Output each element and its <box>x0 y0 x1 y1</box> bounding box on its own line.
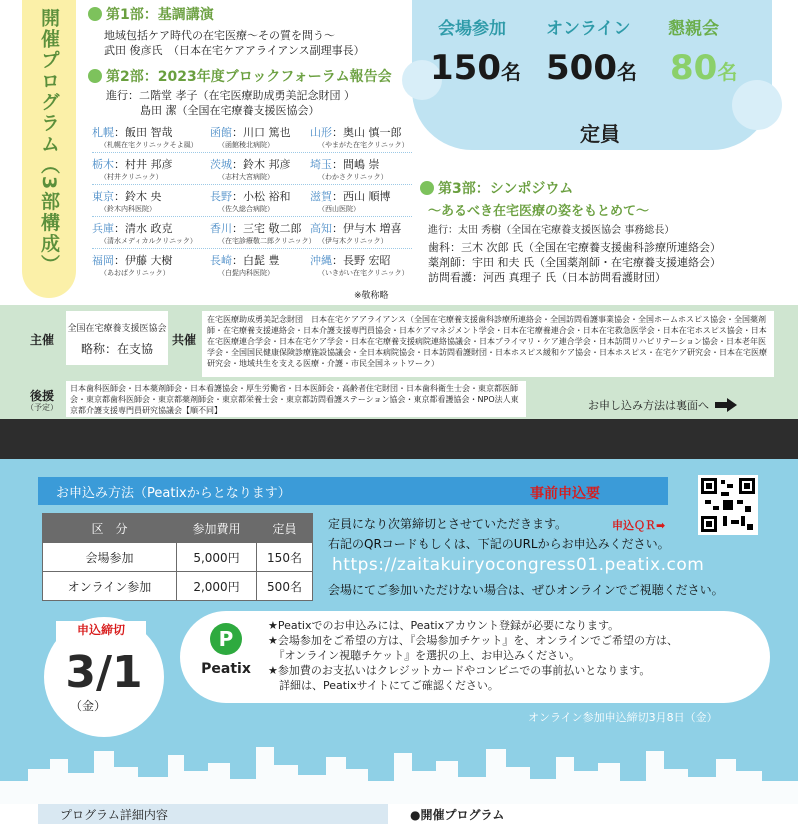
venue-capacity-label: 会場参加 <box>438 19 506 39</box>
host-name: 全国在宅療養支援医協会 <box>67 324 167 334</box>
report-row-2: 栃木：村井 邦彦 （村井クリニック） 茨城：鈴木 邦彦 （志村大宮病院） 埼玉：間嶋 崇 （わかさクリニック） <box>92 158 388 181</box>
arrow-right-icon <box>715 398 737 412</box>
deadline-label: 申込締切 <box>56 621 146 641</box>
part2-line1: 進行：二階堂 孝子（在宅医療助成勇美記念財団 ） <box>106 89 355 102</box>
report-row-1: 札幌：飯田 智哉 （札幌在宅クリニックそよ風） 函館：川口 篤也 （函館稜北病院） 山形：奥山 慎一郎 （やまがた在宅クリニック） <box>92 126 409 149</box>
deadline-date: 3/1 <box>65 647 143 698</box>
registration-url[interactable]: https://zaitakuiryocongress01.peatix.com <box>332 555 705 575</box>
qr-code[interactable] <box>698 475 758 535</box>
support-label: 後援 <box>30 389 55 403</box>
support-sub: （予定） <box>26 403 58 412</box>
table-cell: 5,000円 <box>177 543 257 572</box>
capacity-title: 定員 <box>580 122 620 146</box>
table-header: 区 分 <box>43 514 177 543</box>
online-capacity-number: 500名 <box>546 48 637 88</box>
host-box <box>66 311 168 365</box>
deadline-weekday: （金） <box>70 699 107 713</box>
host-label: 主催 <box>30 333 55 347</box>
part3-moderator: 進行：太田 秀樹（全国在宅療養支援医協会 事務総長） <box>428 225 675 236</box>
bullet-dot-icon <box>88 7 102 21</box>
part1-block <box>88 4 365 58</box>
online-deadline: オンライン参加申込締切3月8日（金） <box>528 711 718 724</box>
part1-line2: 武田 俊彦氏 （日本在宅ケアアライアンス副理事長） <box>104 44 365 57</box>
part3-subtitle: ～あるべき在宅医療の姿をもとめて～ <box>428 204 650 219</box>
city-skyline-illustration <box>0 741 798 804</box>
bottom-section <box>0 804 798 824</box>
party-capacity-number: 80名 <box>670 48 738 88</box>
support-text: 日本歯科医師会・日本薬剤師会・日本看護協会・厚生労働省・日本医師会・高齢者住宅財団・日本歯科衛生士会・東京都医師会・東京都歯科医師会・東京都薬剤師会・東京都栄養士会・東京都訪問看護ステーション協会・東京都看護協会・NPO法人東京都介護支援専門員研究協議会【順不同】 <box>66 381 526 417</box>
capacity-message: 定員になり次第締切とさせていただきます。 <box>328 517 568 531</box>
table-row <box>43 543 313 572</box>
report-row-3: 東京：鈴木 央 （鈴木内科医院） 長野：小松 裕和 （佐久総合病院） 滋賀：西山 順博 （西山医院） <box>92 190 391 213</box>
bullet-dot-icon <box>88 69 102 83</box>
fee-table <box>42 513 313 601</box>
part1-heading: 第1部：基調講演 <box>106 7 214 23</box>
divider <box>92 248 412 249</box>
table-cell: 500名 <box>257 572 313 601</box>
report-row-4: 兵庫：清水 政克 （清水メディカルクリニック） 香川：三宅 敬二郎 （在宅診療敬二郎クリニック） 高知：伊与木 増喜 （伊与木クリニック） <box>92 222 402 245</box>
honorific-note: ※敬称略 <box>354 291 389 301</box>
divider <box>92 184 412 185</box>
table-cell: 会場参加 <box>43 543 177 572</box>
peatix-line: 詳細は、Peatixサイトにてご確認ください。 <box>268 679 499 692</box>
peatix-logo <box>196 623 256 677</box>
peatix-line: ★会場参加をご希望の方は、『会場参加チケット』を、オンラインでご希望の方は、 <box>268 634 679 647</box>
peatix-line: ★参加費のお支払いはクレジットカードやコンビニでの事前払いとなります。 <box>268 664 651 677</box>
online-capacity-label: オンライン <box>546 19 631 39</box>
cohost-text: 在宅医療助成勇美記念財団 日本在宅ケアアライアンス（全国在宅療養支援歯科診療所連絡会・全国訪問看護事業協会・全国ホームホスピス協会・全国薬剤師・在宅療養支援連絡会・日本介護支援専門員協会・日本ケアマネジメント学会・日本在宅療養連合会・日本在宅救急医学会・日本在宅ホスピス協会・日本在宅医療連合学会・日本在宅ケア学会・日本在宅療養支援病院連絡協議会・日本プライマリ・ケア連合学会・日本訪問リハビリテーション協会・日本老年医学会・全国国民健康保険診療施設協議会・全日本病院協会・日本訪問看護財団・日本ホスピス緩和ケア協会・日本ホスピス・在宅ケア研究会・日本在宅医療研究会・地域共生を支える医療・介護・市民全国ネットワーク） <box>202 311 774 377</box>
qr-code-icon <box>701 478 755 532</box>
part2-heading: 第2部：2023年度ブロックフォーラム報告会 <box>106 69 392 85</box>
program-section <box>0 0 798 305</box>
part3-line: 歯科：三木 次郎 氏（全国在宅療養支援歯科診療所連絡会） <box>428 241 721 254</box>
part3-block <box>420 178 721 285</box>
party-capacity-label: 懇親会 <box>668 19 719 39</box>
venue-capacity-number: 150名 <box>430 48 521 88</box>
organizers-band <box>0 305 798 419</box>
divider <box>92 152 412 153</box>
part1-line1: 地域包括ケア時代の在宅医療～その質を問う～ <box>104 29 335 42</box>
qr-message: 右記のQRコードもしくは、下記のURLからお申込みください。 <box>328 537 670 551</box>
table-cell: 150名 <box>257 543 313 572</box>
peatix-logo-icon: P <box>210 623 242 655</box>
part2-block <box>88 66 392 118</box>
online-message: 会場にてご参加いただけない場合は、ぜひオンラインでご視聴ください。 <box>328 583 724 597</box>
bullet-dot-icon <box>420 181 434 195</box>
table-cell: オンライン参加 <box>43 572 177 601</box>
peatix-info-box <box>180 611 770 703</box>
decor-circle <box>732 80 782 130</box>
peatix-line: ★Peatixでのお申込みには、Peatixアカウント登録が必要になります。 <box>268 619 620 632</box>
application-section <box>0 459 798 804</box>
host-abbr: 略称：在支協 <box>80 342 153 356</box>
qr-tag: 申込ＱＲ➡ <box>612 519 666 532</box>
program-vertical-title: 開催プログラム（3部構成） <box>38 8 60 276</box>
pre-registration-required: 事前申込要 <box>530 486 600 502</box>
report-row-5: 福岡：伊藤 大樹 （あおばクリニック） 長崎：白髭 豊 （白髭内科医院） 沖縄：長野 宏昭 （いきがい在宅クリニック） <box>92 254 409 277</box>
program-detail-tab: プログラム詳細内容 <box>38 804 388 824</box>
part3-line: 薬剤師：宇田 和夫 氏（全国薬剤師・在宅療養支援連絡会） <box>428 256 721 269</box>
divider <box>92 216 412 217</box>
how-to-apply-bar: お申込み方法（Peatixからとなります） <box>38 477 668 505</box>
table-cell: 2,000円 <box>177 572 257 601</box>
part3-line: 訪問看護：河西 真理子 氏（日本訪問看護財団） <box>428 271 666 284</box>
peatix-name: Peatix <box>201 661 251 677</box>
part3-heading: 第3部：シンポジウム <box>438 181 574 197</box>
section-divider <box>0 419 798 459</box>
cohost-label: 共催 <box>172 333 197 347</box>
capacity-bubble <box>412 0 772 150</box>
table-header: 参加費用 <box>177 514 257 543</box>
peatix-line: 『オンライン視聴チケット』を選択の上、お申込みください。 <box>268 649 581 662</box>
kaisai-program-heading: ●開催プログラム <box>410 808 505 822</box>
table-row <box>43 572 313 601</box>
part2-line2: 島田 潔（全国在宅療養支援医協会） <box>140 104 320 117</box>
table-header: 定員 <box>257 514 313 543</box>
back-note: お申し込み方法は裏面へ <box>588 397 737 413</box>
